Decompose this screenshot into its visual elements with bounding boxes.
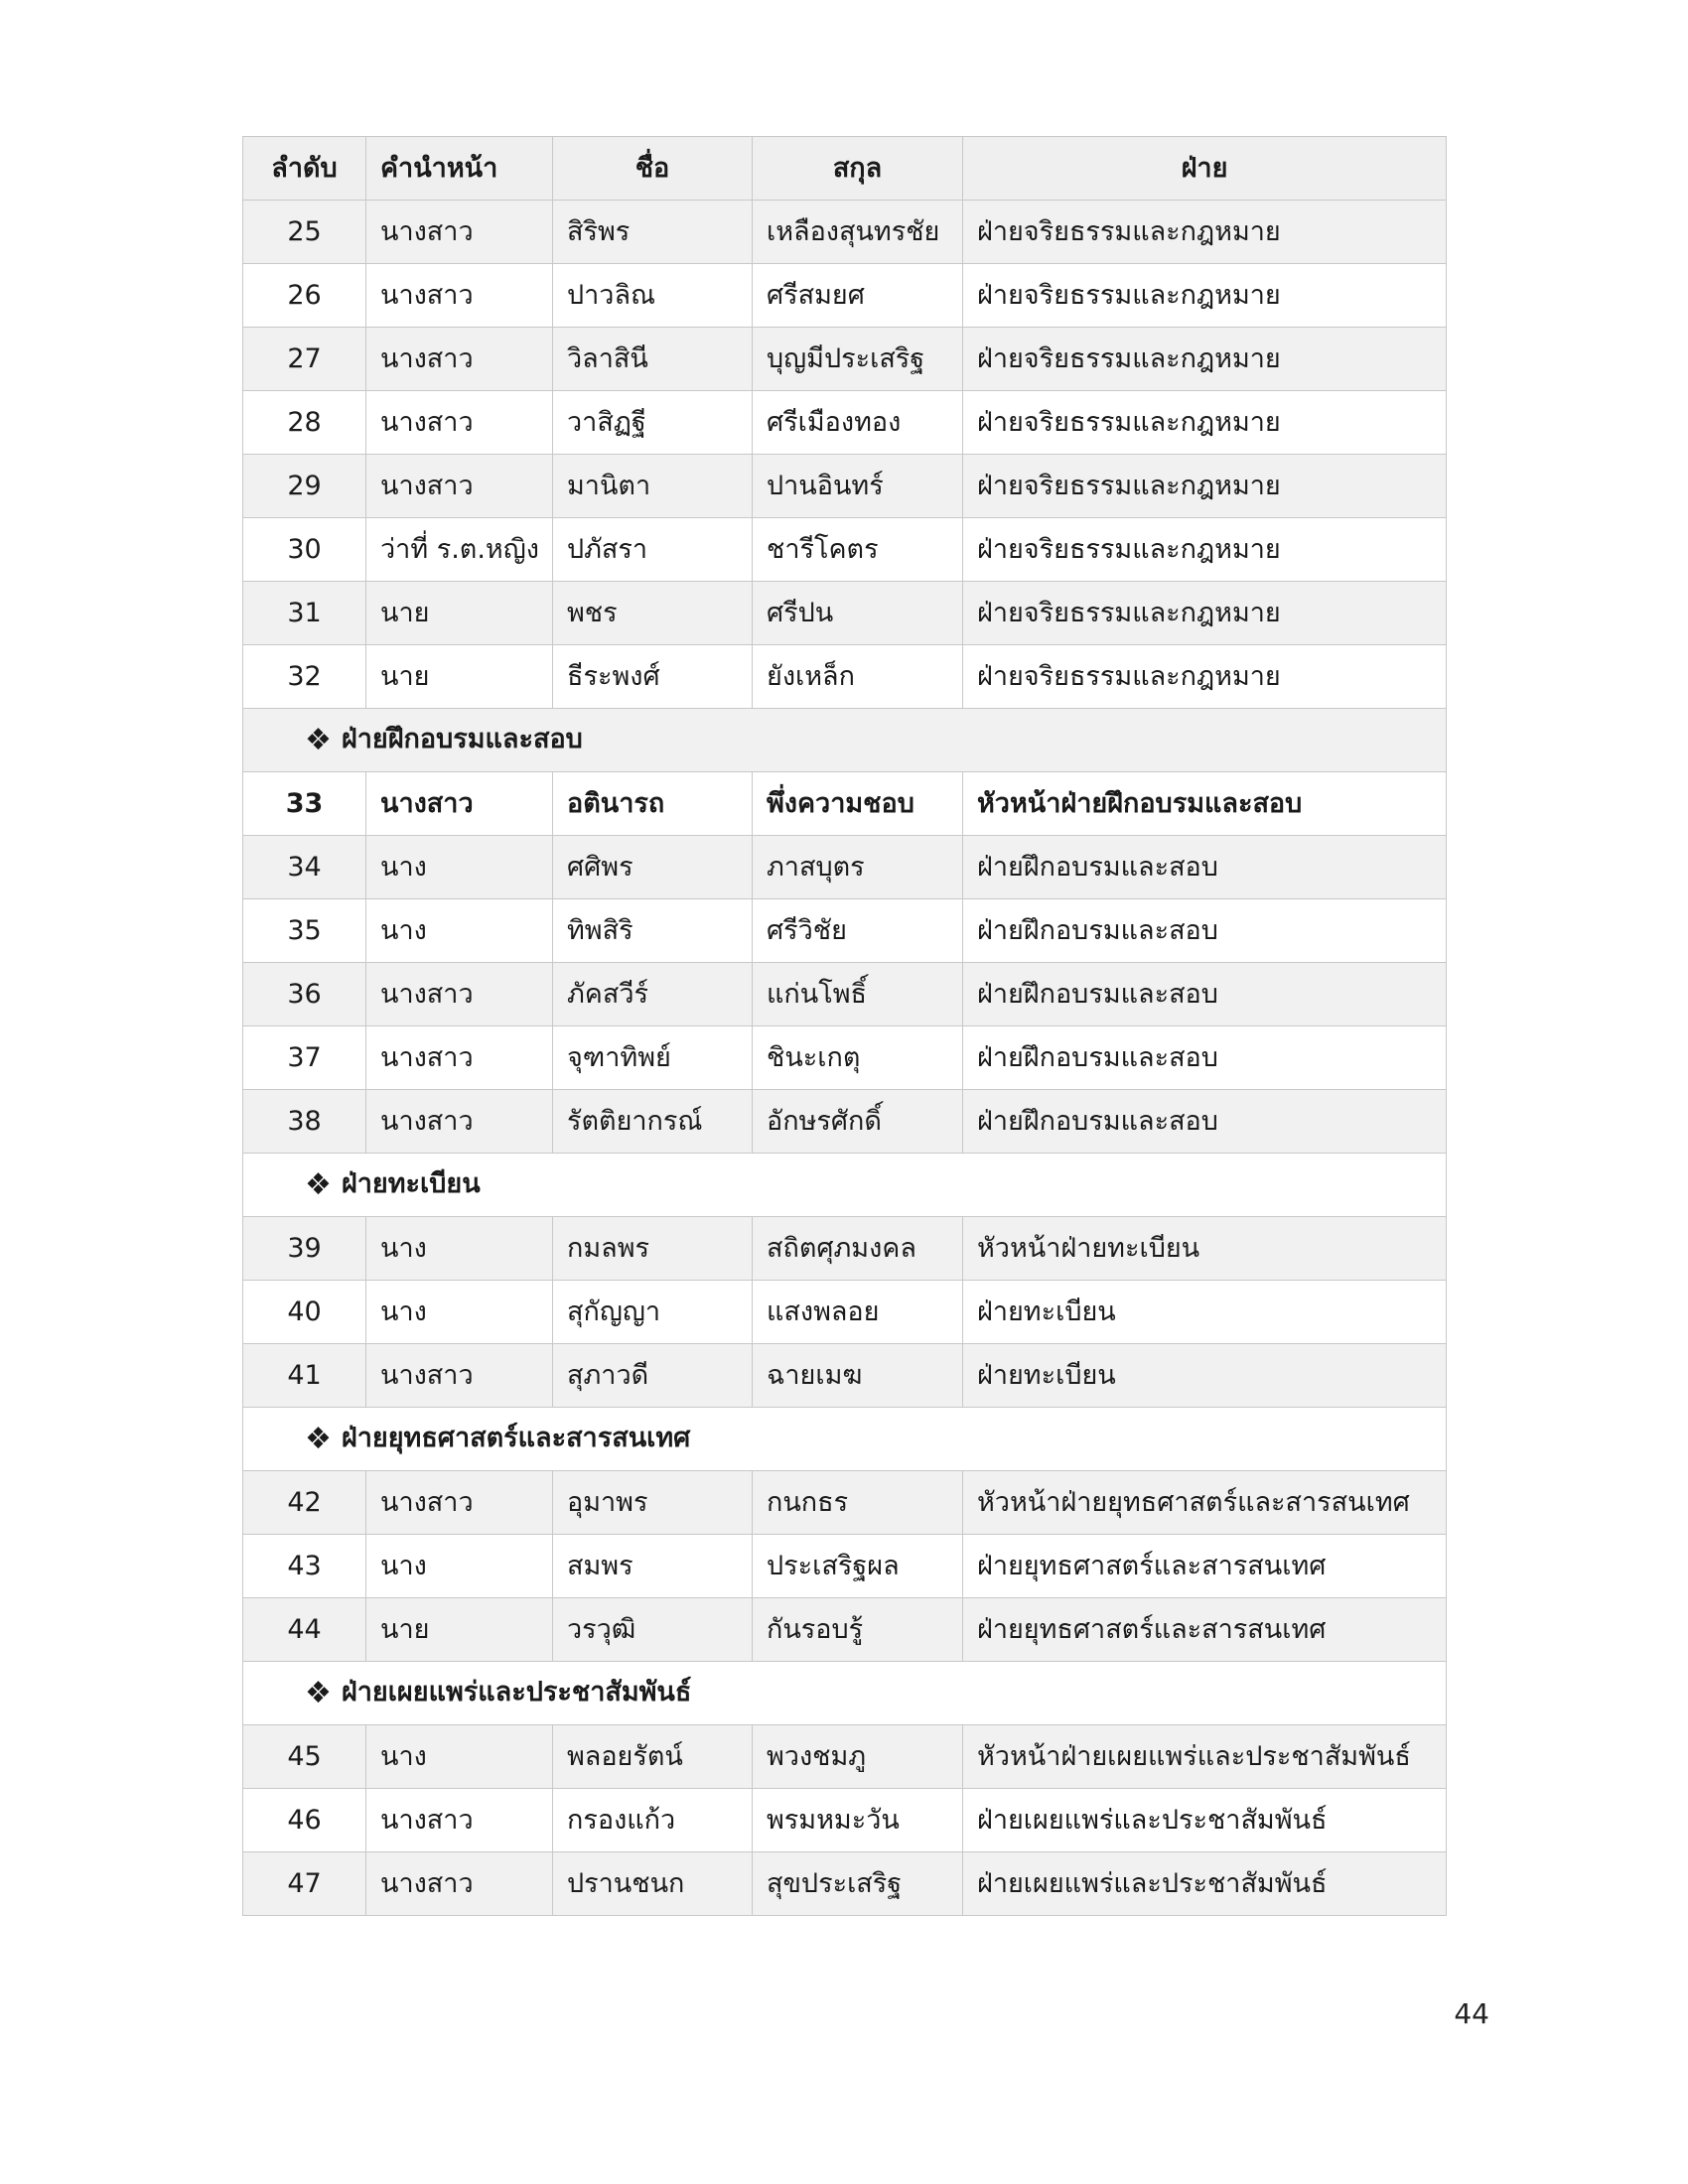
cell-last-name: ศรีสมยศ [753,264,963,328]
cell-department: หัวหน้าฝ่ายทะเบียน [963,1217,1447,1281]
cell-prefix: นาง [366,1725,553,1789]
cell-first-name: พลอยรัตน์ [553,1725,753,1789]
cell-department: ฝ่ายจริยธรรมและกฎหมาย [963,455,1447,518]
table-row [243,328,1447,391]
cell-order: 35 [243,899,366,963]
table-row [243,1344,1447,1408]
cell-first-name: วรวุฒิ [553,1598,753,1662]
cell-order: 41 [243,1344,366,1408]
section-header-row [243,1662,1447,1725]
cell-last-name: เหลืองสุนทรชัย [753,201,963,264]
cell-last-name: แสงพลอย [753,1281,963,1344]
cell-department: ฝ่ายฝึกอบรมและสอบ [963,836,1447,899]
cell-order: 30 [243,518,366,582]
table-row [243,201,1447,264]
diamond-bullet-icon: ❖ [305,1166,332,1202]
cell-last-name: พึ่งความชอบ [753,772,963,836]
cell-last-name: ประเสริฐผล [753,1535,963,1598]
cell-first-name: ทิพสิริ [553,899,753,963]
cell-first-name: ศศิพร [553,836,753,899]
table-row [243,582,1447,645]
table-row [243,772,1447,836]
section-header-row [243,1408,1447,1471]
table-row [243,1090,1447,1154]
cell-prefix: นางสาว [366,1471,553,1535]
cell-first-name: สมพร [553,1535,753,1598]
cell-prefix: นางสาว [366,328,553,391]
cell-prefix: นาง [366,1535,553,1598]
cell-department: ฝ่ายฝึกอบรมและสอบ [963,1026,1447,1090]
header-department: ฝ่าย [963,137,1447,201]
cell-first-name: พชร [553,582,753,645]
cell-last-name: สุขประเสริฐ [753,1852,963,1916]
section-title [243,1662,1447,1725]
cell-department: ฝ่ายฝึกอบรมและสอบ [963,1090,1447,1154]
cell-department: ฝ่ายเผยแพร่และประชาสัมพันธ์ [963,1789,1447,1852]
cell-department: ฝ่ายทะเบียน [963,1344,1447,1408]
cell-first-name: มานิตา [553,455,753,518]
cell-order: 25 [243,201,366,264]
cell-prefix: นาง [366,1217,553,1281]
cell-last-name: บุญมีประเสริฐ [753,328,963,391]
cell-prefix: นางสาว [366,391,553,455]
cell-order: 32 [243,645,366,709]
table-row [243,1281,1447,1344]
section-title [243,1408,1447,1471]
section-title-text: ฝ่ายฝึกอบรมและสอบ [341,723,583,754]
cell-first-name: ปาวลิณ [553,264,753,328]
cell-order: 42 [243,1471,366,1535]
cell-first-name: ปรานชนก [553,1852,753,1916]
section-title-text: ฝ่ายเผยแพร่และประชาสัมพันธ์ [341,1676,692,1707]
table-row [243,1852,1447,1916]
cell-department: ฝ่ายฝึกอบรมและสอบ [963,899,1447,963]
cell-last-name: พวงชมภู [753,1725,963,1789]
cell-order: 31 [243,582,366,645]
table-row [243,963,1447,1026]
cell-order: 33 [243,772,366,836]
cell-prefix: นางสาว [366,1026,553,1090]
cell-last-name: ศรีเมืองทอง [753,391,963,455]
cell-first-name: อุมาพร [553,1471,753,1535]
table-row [243,836,1447,899]
cell-order: 39 [243,1217,366,1281]
cell-prefix: นาย [366,645,553,709]
section-header-row [243,709,1447,772]
cell-prefix: นาง [366,836,553,899]
cell-department: ฝ่ายทะเบียน [963,1281,1447,1344]
cell-prefix: ว่าที่ ร.ต.หญิง [366,518,553,582]
cell-department: ฝ่ายจริยธรรมและกฎหมาย [963,391,1447,455]
cell-last-name: ศรีปน [753,582,963,645]
cell-prefix: นางสาว [366,963,553,1026]
header-first-name: ชื่อ [553,137,753,201]
cell-last-name: ยังเหล็ก [753,645,963,709]
cell-first-name: วิลาสินี [553,328,753,391]
cell-last-name: ภาสบุตร [753,836,963,899]
cell-prefix: นางสาว [366,455,553,518]
cell-order: 44 [243,1598,366,1662]
cell-prefix: นาง [366,1281,553,1344]
cell-order: 40 [243,1281,366,1344]
header-last-name: สกุล [753,137,963,201]
table-body [243,201,1447,1916]
table-row [243,518,1447,582]
cell-order: 28 [243,391,366,455]
cell-last-name: ชินะเกตุ [753,1026,963,1090]
cell-first-name: สุกัญญา [553,1281,753,1344]
cell-department: ฝ่ายจริยธรรมและกฎหมาย [963,582,1447,645]
cell-last-name: พรมหมะวัน [753,1789,963,1852]
cell-first-name: ธีระพงศ์ [553,645,753,709]
cell-order: 47 [243,1852,366,1916]
table-row [243,1471,1447,1535]
diamond-bullet-icon: ❖ [305,1675,332,1710]
cell-prefix: นางสาว [366,1344,553,1408]
section-title-text: ฝ่ายยุทธศาสตร์และสารสนเทศ [341,1422,691,1453]
cell-order: 46 [243,1789,366,1852]
diamond-bullet-icon: ❖ [305,1421,332,1456]
table-row [243,1026,1447,1090]
diamond-bullet-icon: ❖ [305,722,332,757]
cell-order: 26 [243,264,366,328]
cell-first-name: ปภัสรา [553,518,753,582]
cell-department: ฝ่ายยุทธศาสตร์และสารสนเทศ [963,1535,1447,1598]
cell-department: หัวหน้าฝ่ายฝึกอบรมและสอบ [963,772,1447,836]
cell-last-name: กนกธร [753,1471,963,1535]
cell-prefix: นางสาว [366,772,553,836]
cell-prefix: นาง [366,899,553,963]
section-header-row [243,1154,1447,1217]
cell-order: 27 [243,328,366,391]
cell-prefix: นาย [366,1598,553,1662]
header-order: ลำดับ [243,137,366,201]
cell-prefix: นางสาว [366,1852,553,1916]
cell-prefix: นางสาว [366,201,553,264]
cell-first-name: สุภาวดี [553,1344,753,1408]
cell-order: 43 [243,1535,366,1598]
header-prefix: คำนำหน้า [366,137,553,201]
cell-first-name: ภัคสวีร์ [553,963,753,1026]
cell-department: ฝ่ายจริยธรรมและกฎหมาย [963,645,1447,709]
cell-prefix: นาย [366,582,553,645]
table-row [243,455,1447,518]
cell-last-name: สถิตศุภมงคล [753,1217,963,1281]
cell-department: ฝ่ายเผยแพร่และประชาสัมพันธ์ [963,1852,1447,1916]
cell-department: ฝ่ายจริยธรรมและกฎหมาย [963,518,1447,582]
cell-order: 45 [243,1725,366,1789]
cell-order: 36 [243,963,366,1026]
cell-prefix: นางสาว [366,1789,553,1852]
cell-first-name: อตินารถ [553,772,753,836]
cell-first-name: รัตติยากรณ์ [553,1090,753,1154]
table-row [243,1598,1447,1662]
table-row [243,899,1447,963]
cell-department: หัวหน้าฝ่ายเผยแพร่และประชาสัมพันธ์ [963,1725,1447,1789]
table-row [243,1789,1447,1852]
cell-order: 37 [243,1026,366,1090]
cell-last-name: แก่นโพธิ์ [753,963,963,1026]
cell-last-name: อักษรศักดิ์ [753,1090,963,1154]
section-title-text: ฝ่ายทะเบียน [341,1167,481,1199]
cell-last-name: ชารีโคตร [753,518,963,582]
cell-department: ฝ่ายฝึกอบรมและสอบ [963,963,1447,1026]
cell-order: 34 [243,836,366,899]
table-row [243,391,1447,455]
cell-prefix: นางสาว [366,264,553,328]
cell-department: ฝ่ายจริยธรรมและกฎหมาย [963,201,1447,264]
table-row [243,645,1447,709]
cell-order: 38 [243,1090,366,1154]
table-header-row [243,137,1447,201]
cell-department: ฝ่ายจริยธรรมและกฎหมาย [963,264,1447,328]
cell-last-name: ฉายเมฆ [753,1344,963,1408]
cell-last-name: กันรอบรู้ [753,1598,963,1662]
cell-first-name: กมลพร [553,1217,753,1281]
section-title [243,709,1447,772]
table-row [243,1217,1447,1281]
table-row [243,1725,1447,1789]
cell-department: หัวหน้าฝ่ายยุทธศาสตร์และสารสนเทศ [963,1471,1447,1535]
cell-department: ฝ่ายจริยธรรมและกฎหมาย [963,328,1447,391]
table-row [243,1535,1447,1598]
cell-first-name: สิริพร [553,201,753,264]
section-title [243,1154,1447,1217]
cell-first-name: จุฑาทิพย์ [553,1026,753,1090]
cell-first-name: กรองแก้ว [553,1789,753,1852]
staff-table [242,136,1447,1916]
cell-prefix: นางสาว [366,1090,553,1154]
page-number: 44 [1454,1997,1489,2030]
cell-last-name: ศรีวิชัย [753,899,963,963]
cell-first-name: วาสิฏฐี [553,391,753,455]
cell-department: ฝ่ายยุทธศาสตร์และสารสนเทศ [963,1598,1447,1662]
cell-last-name: ปานอินทร์ [753,455,963,518]
table-row [243,264,1447,328]
cell-order: 29 [243,455,366,518]
